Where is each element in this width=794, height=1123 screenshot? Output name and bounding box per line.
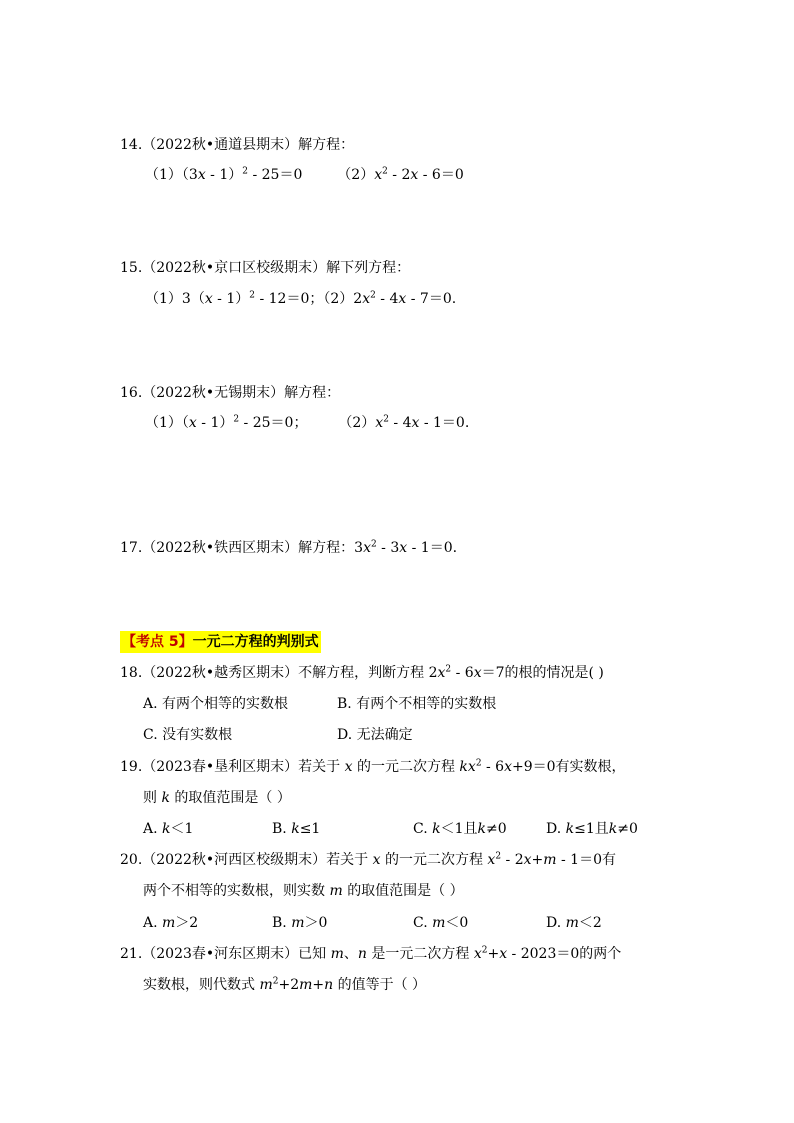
q19-option-a[interactable]: [143, 819, 193, 839]
var-x: x: [499, 946, 508, 962]
var-m: m: [543, 852, 557, 868]
q19-opt-b-val: ≤1: [299, 821, 321, 837]
q19-opt-c-label: C.: [413, 821, 433, 837]
q19-f: 的取值范围是（ ）: [174, 790, 291, 806]
q21-g: +2: [278, 977, 300, 993]
var-x: x: [374, 167, 383, 183]
var-m: m: [330, 946, 344, 962]
exp-2: 2: [272, 976, 279, 987]
q17-stem: 17.（2022秋•铁西区期末）解方程：3: [120, 540, 364, 556]
q14-p1c: - 25＝0: [248, 167, 303, 183]
q14-p2b: - 2: [387, 167, 411, 183]
var-x: x: [204, 291, 213, 307]
q21-a: 21.（2023春•河东区期末）已知: [120, 946, 327, 962]
q19-option-c[interactable]: [413, 819, 507, 839]
q15-p1a: （1）3（: [145, 291, 205, 307]
var-k: k: [608, 821, 618, 837]
q19-opt-d-val2: ≠0: [617, 821, 638, 837]
var-x: x: [344, 759, 353, 775]
var-x: x: [487, 852, 496, 868]
var-k: k: [162, 821, 171, 837]
q21-b: 、: [343, 946, 358, 962]
q15-p1c: - 12＝0；（2）2: [255, 291, 363, 307]
var-x: x: [372, 852, 381, 868]
var-k: k: [291, 821, 300, 837]
var-k: k: [161, 790, 170, 806]
exp-2: 2: [233, 414, 240, 425]
exp-2: 2: [481, 945, 488, 956]
section-title: 一元二方程的判别式: [192, 634, 319, 650]
q20-option-a[interactable]: [143, 913, 198, 933]
q19-option-b[interactable]: [272, 819, 320, 839]
q21-e: - 2023＝0的两个: [507, 946, 622, 962]
q16-p1b: - 1）: [196, 415, 234, 431]
q20-c: - 2: [501, 852, 524, 868]
q14-stem-text: 14.（2022秋•通道县期末）解方程：: [120, 137, 355, 153]
question-21-stem: [120, 944, 621, 964]
q17-b: - 3: [376, 540, 400, 556]
var-x: x: [437, 665, 446, 681]
question-17: [120, 538, 457, 558]
q16-p2b: - 4: [388, 415, 412, 431]
var-x: x: [188, 415, 197, 431]
exp-2: 2: [445, 664, 452, 675]
q20-e: - 1＝0有: [556, 852, 616, 868]
var-m: m: [259, 977, 273, 993]
q14-p1b: - 1）: [205, 167, 243, 183]
question-14-stem: [120, 135, 354, 155]
q18-option-a[interactable]: [143, 694, 288, 714]
q15-p1b: - 1）: [212, 291, 250, 307]
question-20-stem-2: [143, 881, 464, 901]
var-n: n: [324, 977, 334, 993]
q20-option-c[interactable]: [413, 913, 468, 933]
q19-option-d[interactable]: [546, 819, 638, 839]
q15-stem-text: 15.（2022秋•京口区校级期末）解下列方程：: [120, 260, 411, 276]
q19-opt-b-label: B.: [272, 821, 292, 837]
q20-option-d[interactable]: [546, 913, 602, 933]
q19-opt-c-val: ＜1且: [440, 821, 478, 837]
var-m: m: [299, 977, 313, 993]
section-heading: [120, 631, 321, 653]
question-16-parts: [145, 413, 469, 433]
q14-p2a: （2）: [337, 167, 375, 183]
var-m: m: [329, 883, 343, 899]
question-15-stem: [120, 258, 410, 278]
exp-2: 2: [382, 166, 388, 177]
var-m: m: [162, 915, 176, 931]
exp-2: 2: [495, 851, 502, 862]
q14-p1a: （1）（3: [145, 167, 198, 183]
q21-h: +: [312, 977, 325, 993]
question-14-parts: [145, 165, 464, 185]
q20-opt-c-label: C.: [413, 915, 433, 931]
q20-g: 的取值范围是（ ）: [347, 883, 464, 899]
q18-option-b-text: B. 有两个不相等的实数根: [337, 696, 497, 712]
var-x: x: [504, 759, 512, 775]
q20-b: 的一元二次方程: [384, 852, 483, 868]
q20-d: +: [531, 852, 544, 868]
q19-opt-a-label: A.: [143, 821, 163, 837]
var-x: x: [473, 665, 482, 681]
q19-a: 19.（2023春•垦利区期末）若关于: [120, 759, 341, 775]
question-16-stem: [120, 383, 340, 403]
exp-2: 2: [242, 166, 249, 177]
q21-d: +: [487, 946, 500, 962]
q14-p2c: - 6＝0: [418, 167, 464, 183]
q18-option-a-text: A. 有两个相等的实数根: [143, 696, 289, 712]
var-kx: kx: [459, 759, 476, 775]
q16-p1c: - 25＝0；: [239, 415, 308, 431]
q18-option-c-text: C. 没有实数根: [143, 727, 233, 743]
q19-c: - 6: [481, 759, 505, 775]
exp-2: 2: [370, 290, 376, 301]
q20-opt-d-label: D.: [546, 915, 566, 931]
var-x: x: [473, 946, 482, 962]
q21-c: 是一元二次方程: [371, 946, 470, 962]
var-m: m: [291, 915, 305, 931]
q17-c: - 1＝0.: [407, 540, 458, 556]
var-x: x: [410, 167, 419, 183]
q18-c: ＝7的根的情况是( ): [481, 665, 604, 681]
var-m: m: [432, 915, 446, 931]
var-x: x: [411, 415, 420, 431]
q19-b: 的一元二次方程: [356, 759, 455, 775]
q16-p1a: （1）（: [145, 415, 189, 431]
q20-opt-a-val: ＞2: [175, 915, 199, 931]
q18-option-b[interactable]: [337, 694, 496, 714]
q18-option-c[interactable]: [143, 725, 232, 745]
question-15-parts: [145, 289, 456, 309]
q21-i: 的值等于（ ）: [337, 977, 427, 993]
var-x: x: [363, 540, 371, 556]
q19-opt-d-label: D.: [546, 821, 566, 837]
var-x: x: [362, 291, 371, 307]
q18-b: - 6: [451, 665, 474, 681]
q20-opt-d-val: ＜2: [578, 915, 602, 931]
exp-2: 2: [475, 758, 482, 769]
exp-2: 2: [370, 539, 377, 550]
var-n: n: [357, 946, 367, 962]
q16-stem-text: 16.（2022秋•无锡期末）解方程：: [120, 385, 341, 401]
var-k: k: [432, 821, 441, 837]
exp-2: 2: [249, 290, 256, 301]
q15-p1e: - 7＝0.: [406, 291, 457, 307]
section-keyword: 【考点 5】: [122, 634, 193, 650]
q21-f: 实数根，则代数式: [143, 977, 255, 993]
q16-p2a: （2）: [338, 415, 376, 431]
var-k: k: [477, 821, 487, 837]
q20-f: 两个不相等的实数根，则实数: [143, 883, 325, 899]
var-x: x: [398, 291, 407, 307]
q18-option-d[interactable]: [337, 725, 413, 745]
question-19-stem: [120, 757, 626, 777]
q20-opt-b-label: B.: [272, 915, 292, 931]
question-21-stem-2: [143, 975, 426, 995]
q20-opt-a-label: A.: [143, 915, 163, 931]
q20-a: 20.（2022秋•河西区校级期末）若关于: [120, 852, 369, 868]
q20-option-b[interactable]: [272, 913, 327, 933]
question-20-stem: [120, 850, 616, 870]
q19-e: 则: [143, 790, 157, 806]
var-x: x: [399, 540, 408, 556]
q15-p1d: - 4: [375, 291, 399, 307]
var-k: k: [565, 821, 575, 837]
exp-2: 2: [383, 414, 389, 425]
question-18-stem: [120, 663, 604, 683]
var-m: m: [565, 915, 579, 931]
q19-opt-c-val2: ≠0: [486, 821, 507, 837]
var-x: x: [197, 167, 206, 183]
q20-opt-b-val: ＞0: [304, 915, 328, 931]
question-19-stem-2: [143, 788, 291, 808]
q19-opt-a-val: ＜1: [170, 821, 194, 837]
q18-a: 18.（2022秋•越秀区期末）不解方程，判断方程 2: [120, 665, 438, 681]
q20-opt-c-val: ＜0: [445, 915, 469, 931]
q18-option-d-text: D. 无法确定: [337, 727, 413, 743]
q16-p2c: - 1＝0.: [419, 415, 470, 431]
var-x: x: [523, 852, 532, 868]
q19-d: +9＝0有实数根，: [512, 759, 626, 775]
q19-opt-d-val: ≤1且: [574, 821, 609, 837]
var-x: x: [375, 415, 384, 431]
